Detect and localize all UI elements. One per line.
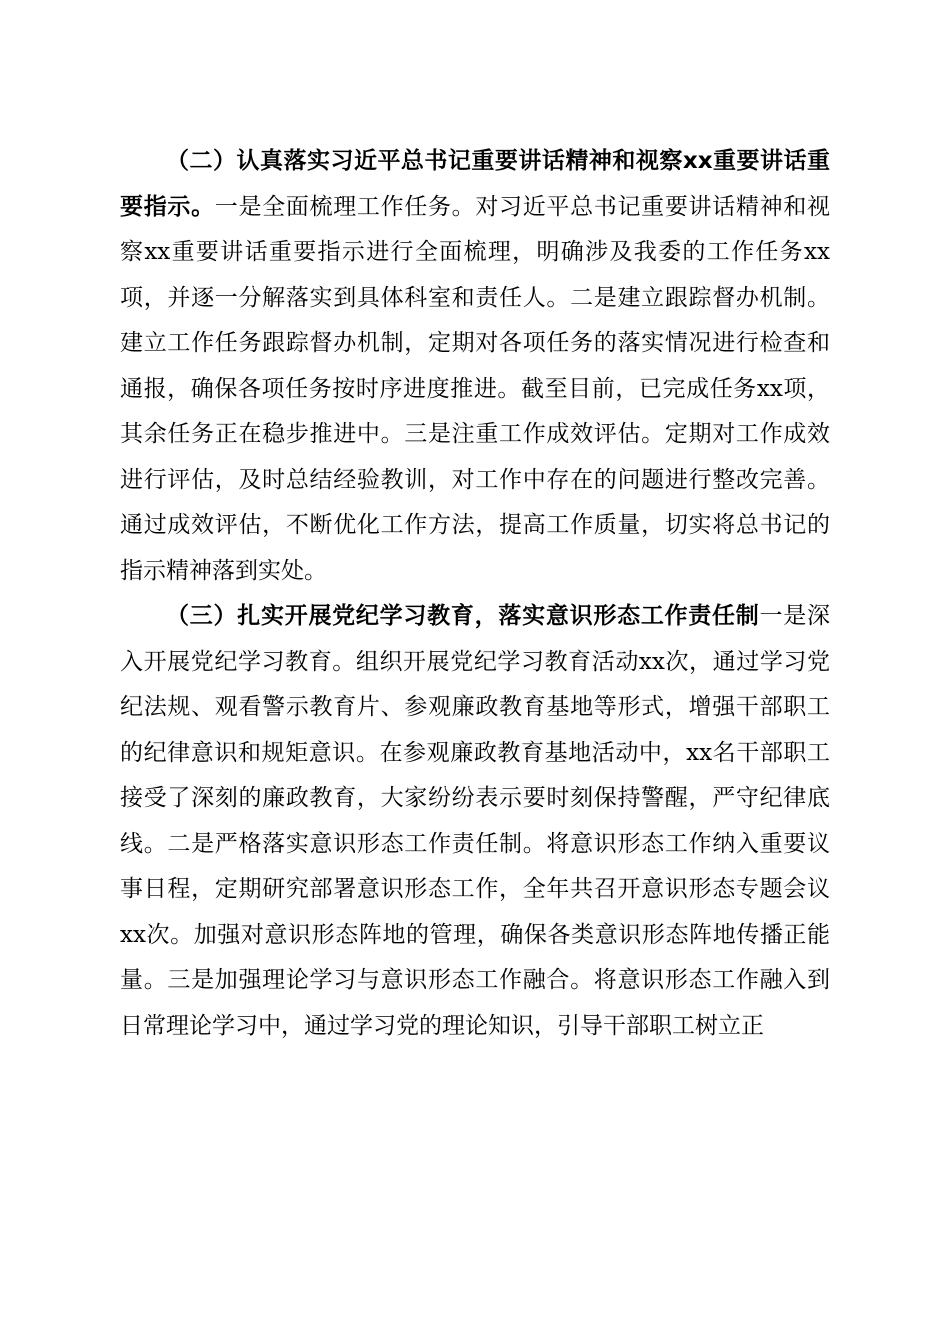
section-body-2: 一是全面梳理工作任务。对习近平总书记重要讲话精神和视察xx重要讲话重要指示进行全面梳理，明确涉及我委的工作任务xx项，并逐一分解落实到具体科室和责任人。二是建立跟踪督办机制。建立工作任务跟踪督办机制，定期对各项任务的落实情况进行检查和通报，确保各项任务按时序进度推进。截至目前，已完成任务xx项，其余任务正在稳步推进中。三是注重工作成效评估。定期对工作成效进行评估，及时总结经验教训，对工作中存在的问题进行整改完善。通过成效评估，不断优化工作方法，提高工作质量，切实将总书记的指示精神落到实处。 bbox=[120, 193, 831, 584]
section-paragraph-2 bbox=[120, 139, 830, 594]
section-heading-2: （二）认真落实习近平总书记重要讲话精神和视察xx重要讲话重要指示。 bbox=[120, 148, 830, 220]
document-page bbox=[120, 139, 830, 1049]
section-body-3: 一是深入开展党纪学习教育。组织开展党纪学习教育活动xx次，通过学习党纪法规、观看警示教育片、参观廉政教育基地等形式，增强干部职工的纪律意识和规矩意识。在参观廉政教育基地活动中，xx名干部职工接受了深刻的廉政教育，大家纷纷表示要时刻保持警醒，严守纪律底线。二是严格落实意识形态工作责任制。将意识形态工作纳入重要议事日程，定期研究部署意识形态工作，全年共召开意识形态专题会议xx次。加强对意识形态阵地的管理，确保各类意识形态阵地传播正能量。三是加强理论学习与意识形态工作融合。将意识形态工作融入到日常理论学习中，通过学习党的理论知识，引导干部职工树立正 bbox=[120, 603, 831, 1039]
section-paragraph-3 bbox=[120, 594, 830, 1049]
section-heading-3: （三）扎实开展党纪学习教育，落实意识形态工作责任制 bbox=[166, 603, 760, 629]
